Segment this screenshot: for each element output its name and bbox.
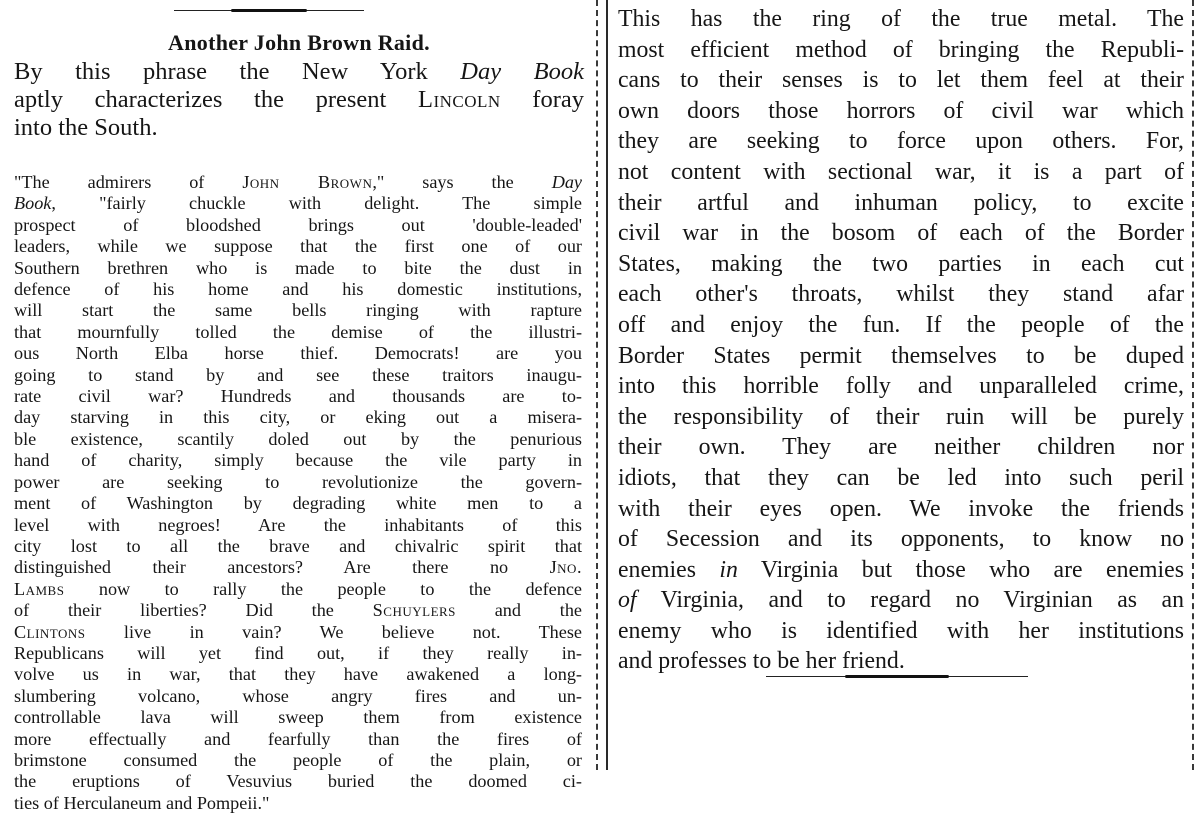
small-caps-run: Lambs [14, 578, 65, 599]
text-run: ," says the [372, 172, 552, 192]
text-line [14, 472, 582, 493]
text-line [618, 463, 1184, 494]
text-line [14, 365, 582, 386]
text-run: aptly characterizes the present [14, 86, 418, 113]
ornamental-rule-top [174, 8, 364, 14]
column-rule-center [596, 0, 598, 770]
italic-run: of [618, 587, 637, 614]
text-run: ble existence, scantily doled out by the penurious [14, 428, 582, 449]
text-run: and professes to be her friend. [618, 648, 905, 675]
text-run: enemies [618, 556, 720, 583]
text-run: distinguished their ancestors? Are there no [14, 557, 550, 578]
ornamental-rule-end [766, 674, 1028, 680]
text-line [14, 172, 582, 193]
text-run: brimstone consumed the people of the plain, or [14, 749, 582, 770]
text-run: cans to their senses is to let them feel at their [618, 67, 1184, 94]
lead-paragraph [14, 58, 584, 142]
article-headline: Another John Brown Raid. [168, 30, 430, 55]
text-run: city lost to all the brave and chivalric spirit that [14, 535, 582, 556]
text-line [618, 65, 1184, 96]
text-run: their artful and inhuman policy, to excite [618, 189, 1184, 216]
text-line [14, 236, 582, 257]
text-line [618, 279, 1184, 310]
text-line [618, 555, 1184, 586]
text-line [618, 188, 1184, 219]
text-run: now to rally the people to the defence [64, 578, 582, 599]
text-run: Southern brethren who is made to bite the dust in [14, 257, 582, 278]
text-run: and the [455, 600, 582, 621]
text-line [618, 432, 1184, 463]
text-run: they are seeking to force upon others. For, [618, 128, 1184, 155]
text-line [618, 402, 1184, 433]
text-run: day starving in this city, or eking out a misera- [14, 407, 582, 428]
text-line [14, 622, 582, 643]
text-line [618, 249, 1184, 280]
text-line [14, 707, 582, 728]
text-run: going to stand by and see these traitors inaugu- [14, 364, 582, 385]
text-line [14, 429, 582, 450]
text-line [14, 729, 582, 750]
italic-run: in [719, 556, 738, 583]
small-caps-run: Jno. [549, 557, 582, 578]
text-run: volve us in war, that they have awakened a long- [14, 664, 582, 685]
text-line [14, 343, 582, 364]
text-line [14, 515, 582, 536]
text-run: "The admirers of [14, 172, 243, 192]
text-line [14, 86, 584, 114]
text-line [14, 557, 582, 578]
text-line [14, 643, 582, 664]
text-line [618, 126, 1184, 157]
text-line [14, 215, 582, 236]
text-run: ous North Elba horse thief. Democrats! are you [14, 343, 582, 364]
text-run: ment of Washington by degrading white men to a [14, 493, 582, 514]
text-run: civil war in the bosom of each of the Border [618, 220, 1184, 247]
text-run: the responsibility of their ruin will be purely [618, 403, 1184, 430]
text-run: slumbering volcano, whose angry fires and un- [14, 685, 582, 706]
text-run: Virginia but those who are enemies [737, 556, 1184, 583]
text-line [618, 616, 1184, 647]
text-line [14, 450, 582, 471]
text-line [618, 524, 1184, 555]
text-line [14, 258, 582, 279]
text-line [618, 157, 1184, 188]
text-run: off and enjoy the fun. If the people of the [618, 311, 1184, 338]
column-rule-center-solid [606, 0, 608, 770]
text-run: States, making the two parties in each cut [618, 250, 1184, 277]
text-run: own doors those horrors of civil war which [618, 97, 1184, 124]
text-run: into this horrible folly and unparalleled crime, [618, 373, 1184, 400]
text-run: Virginia, and to regard no Virginian as an [636, 587, 1184, 614]
text-run: power are seeking to revolutionize the govern- [14, 471, 582, 492]
text-line [618, 4, 1184, 35]
text-run: ties of Herculaneum and Pompeii." [14, 792, 270, 813]
text-run: that mournfully tolled the demise of the illustri- [14, 321, 582, 342]
text-line [618, 646, 1184, 677]
text-run: rate civil war? Hundreds and thousands are to- [14, 386, 582, 407]
text-run: each other's throats, whilst they stand afar [618, 281, 1184, 308]
text-run: into the South. [14, 114, 158, 141]
text-line [14, 322, 582, 343]
text-line [14, 771, 582, 792]
text-run: This has the ring of the true metal. The [618, 6, 1184, 32]
text-line [14, 600, 582, 621]
text-run: of Secession and its opponents, to know no [618, 526, 1184, 553]
text-line [14, 58, 584, 86]
text-run: enemy who is identified with her institutions [618, 617, 1184, 644]
text-run: defence of his home and his domestic institutions, [14, 279, 582, 300]
text-line [618, 218, 1184, 249]
text-line [14, 193, 582, 214]
text-run: Border States permit themselves to be duped [618, 342, 1184, 369]
column-rule-right [1192, 0, 1194, 770]
text-run: their own. They are neither children nor [618, 434, 1184, 461]
text-run: By this phrase the New York [14, 58, 461, 85]
text-run: live in vain? We believe not. These [85, 621, 582, 642]
italic-run: Day [551, 172, 583, 192]
text-run: prospect of bloodshed brings out 'double-leaded' [14, 214, 582, 235]
text-line [618, 35, 1184, 66]
text-run: foray [500, 86, 584, 113]
text-run: of their liberties? Did the [14, 600, 373, 621]
editorial-paragraph [618, 4, 1184, 677]
text-line [14, 386, 582, 407]
text-run: the eruptions of Vesuvius buried the doomed ci- [14, 771, 582, 792]
small-caps-run: John Brown [242, 172, 373, 192]
text-run: most efficient method of bringing the Republi- [618, 36, 1184, 63]
text-line [618, 494, 1184, 525]
text-run: controllable lava will sweep them from existence [14, 707, 582, 728]
text-line [14, 579, 582, 600]
text-line [14, 536, 582, 557]
text-line [14, 793, 582, 814]
text-run: will start the same bells ringing with rapture [14, 300, 582, 321]
text-line [14, 750, 582, 771]
text-run: with their eyes open. We invoke the friends [618, 495, 1184, 522]
text-line [618, 96, 1184, 127]
italic-run: Book [14, 193, 52, 214]
text-line [618, 341, 1184, 372]
text-line [14, 300, 582, 321]
text-line [14, 407, 582, 428]
text-line [618, 371, 1184, 402]
small-caps-run: Lincoln [417, 86, 501, 113]
small-caps-run: Schuylers [372, 600, 456, 621]
text-line [14, 114, 584, 142]
text-line [14, 493, 582, 514]
text-line [618, 310, 1184, 341]
text-run: more effectually and fearfully than the fires of [14, 728, 582, 749]
text-line [14, 664, 582, 685]
text-line [14, 279, 582, 300]
text-run: idiots, that they can be led into such peril [618, 464, 1184, 491]
text-line [618, 585, 1184, 616]
text-run: leaders, while we suppose that the first one of our [14, 236, 582, 257]
text-line [14, 686, 582, 707]
italic-run: Day Book [460, 58, 584, 85]
text-run: , "fairly chuckle with delight. The simple [51, 193, 582, 214]
text-run: Republicans will yet find out, if they really in- [14, 642, 582, 663]
quoted-paragraph [14, 172, 582, 814]
text-run: level with negroes! Are the inhabitants of this [14, 514, 582, 535]
small-caps-run: Clintons [14, 621, 86, 642]
text-run: not content with sectional war, it is a part of [618, 158, 1184, 185]
text-run: hand of charity, simply because the vile party in [14, 450, 582, 471]
